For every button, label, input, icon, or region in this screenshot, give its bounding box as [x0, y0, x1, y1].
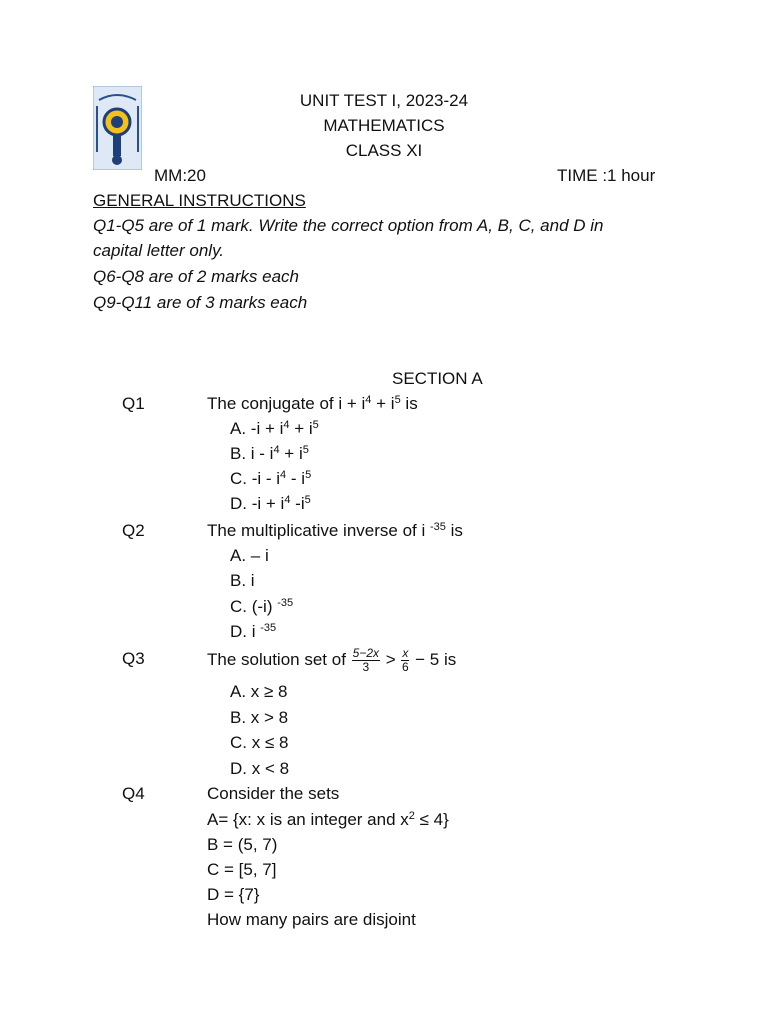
max-marks: MM:20	[154, 166, 206, 185]
question-text: How many pairs are disjoint	[207, 910, 416, 929]
answer-option: D. x < 8	[230, 759, 290, 778]
answer-option: B. x > 8	[230, 708, 289, 727]
fraction: $\frac{5-2x}{3}$	[352, 646, 379, 675]
time-allowed: TIME :1 hour	[557, 166, 656, 185]
instruction-line: Q1-Q5 are of 1 mark. Write the correct option from A, B, C, and D in	[93, 216, 604, 235]
set-definition: D = {7}	[207, 885, 260, 904]
question-number: Q3	[122, 649, 145, 668]
answer-option: B. $i - i^4 + i^5$	[230, 444, 309, 463]
answer-option: D. i $^{-35}$	[230, 622, 277, 641]
test-title: UNIT TEST I, 2023-24	[299, 91, 469, 110]
instruction-line: Q9-Q11 are of 3 marks each	[93, 293, 308, 312]
instruction-line: Q6-Q8 are of 2 marks each	[93, 267, 299, 286]
question-text: Consider the sets	[207, 784, 340, 803]
set-definition: A= {x: x is an integer and $x^2 \le 4$}	[207, 810, 449, 829]
answer-option: C. (-i) $^{-35}$	[230, 597, 294, 616]
question-text: The solution set of $\frac{5-2x}{3}$ > $\frac{x}{6}$ − 5 is	[207, 646, 457, 675]
set-definition: C = [5, 7]	[207, 860, 277, 879]
question-number: Q2	[122, 521, 145, 540]
question-text: The multiplicative inverse of i $^{-35}$ is	[207, 521, 463, 540]
section-heading: SECTION A	[392, 369, 483, 388]
answer-option: D. $-i + i^4$ $-i^5$	[230, 494, 311, 513]
question-number: Q4	[122, 784, 145, 803]
set-definition: B = (5, 7)	[207, 835, 278, 854]
answer-option: A. x ≥ 8	[230, 682, 288, 701]
question-number: Q1	[122, 394, 145, 413]
answer-option: C. x ≤ 8	[230, 733, 289, 752]
answer-option: C. $-i - i^4 - i^5$	[230, 469, 312, 488]
subject-title: MATHEMATICS	[323, 116, 445, 135]
fraction: $\frac{x}{6}$	[402, 646, 409, 675]
instruction-line: capital letter only.	[93, 241, 225, 260]
class-title: CLASS XI	[345, 141, 423, 160]
answer-option: B. i	[230, 571, 255, 590]
instructions-heading: GENERAL INSTRUCTIONS	[93, 191, 306, 210]
answer-option: A. $-i + i^4 + i^5$	[230, 419, 319, 438]
question-text: The conjugate of $i + i^4 + i^5$ is	[207, 394, 418, 413]
answer-option: A. – i	[230, 546, 269, 565]
